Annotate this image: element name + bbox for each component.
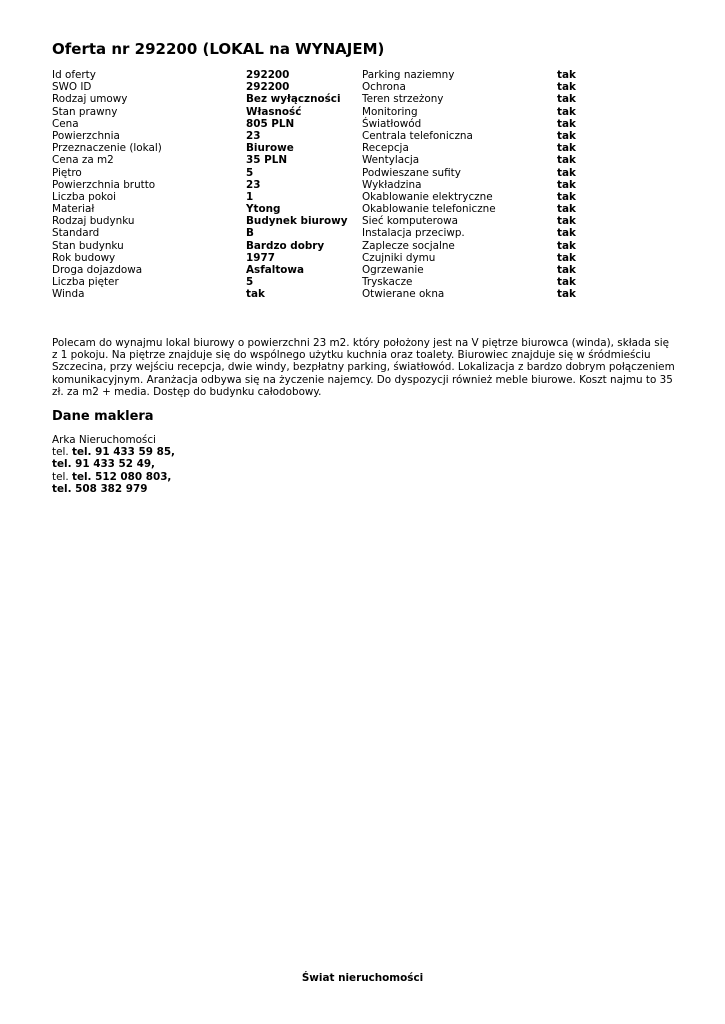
feature-value: tak [557, 276, 576, 289]
detail-row [52, 288, 576, 300]
detail-label: Id oferty [52, 69, 96, 81]
feature-label: Światłowód [362, 117, 422, 130]
feature-value: tak [557, 190, 576, 203]
feature-value: tak [557, 239, 576, 252]
detail-row [52, 130, 576, 142]
broker-phone[interactable]: tel. 508 382 979 [52, 482, 148, 495]
detail-value: 1977 [246, 251, 275, 264]
feature-label: Wykładzina [362, 178, 422, 191]
feature-value: tak [557, 93, 576, 106]
broker-phone[interactable]: tel. 512 080 803, [71, 470, 172, 483]
detail-value: 23 [246, 129, 261, 142]
detail-row [52, 179, 576, 191]
detail-row [52, 118, 576, 130]
feature-value: tak [557, 117, 576, 130]
feature-label: Okablowanie elektryczne [362, 190, 493, 203]
feature-value: tak [557, 288, 576, 301]
feature-label: Ochrona [362, 81, 406, 94]
feature-value: tak [557, 129, 576, 142]
detail-label: Powierzchnia [52, 129, 120, 142]
page-title: Oferta nr 292200 (LOKAL na WYNAJEM) [52, 40, 385, 58]
feature-value: tak [557, 142, 576, 155]
broker-name: Arka Nieruchomości [52, 434, 156, 446]
feature-value: tak [557, 166, 576, 179]
feature-label: Sieć komputerowa [362, 215, 458, 228]
detail-value: B [246, 227, 254, 240]
feature-label: Teren strzeżony [362, 93, 444, 106]
detail-value: 805 PLN [246, 117, 295, 130]
detail-row [52, 264, 576, 276]
detail-row [52, 240, 576, 252]
details-table [52, 69, 576, 301]
detail-label: Winda [52, 288, 85, 301]
feature-label: Monitoring [362, 105, 418, 118]
feature-value: tak [557, 105, 576, 118]
feature-value: tak [557, 203, 576, 216]
detail-label: Cena [52, 117, 79, 130]
feature-label: Tryskacze [362, 276, 413, 289]
detail-row [52, 81, 576, 93]
detail-label: Rodzaj umowy [52, 93, 128, 106]
detail-value: Biurowe [246, 142, 294, 155]
detail-row [52, 106, 576, 118]
feature-value: tak [557, 154, 576, 167]
broker-phone[interactable]: tel. 91 433 59 85, [71, 446, 175, 459]
feature-label: Wentylacja [362, 154, 420, 167]
detail-label: Standard [52, 227, 100, 240]
detail-label: Cena za m2 [52, 154, 114, 167]
detail-label: SWO ID [52, 81, 92, 94]
feature-value: tak [557, 178, 576, 191]
detail-label: Rodzaj budynku [52, 215, 135, 228]
detail-value: Własność [246, 105, 302, 118]
detail-row [52, 191, 576, 203]
detail-value: 292200 [246, 81, 290, 94]
detail-value: tak [246, 288, 265, 301]
feature-label: Recepcja [362, 142, 409, 155]
detail-value: Bardzo dobry [246, 239, 325, 252]
detail-row [52, 215, 576, 227]
detail-row [52, 276, 576, 288]
feature-label: Parking naziemny [362, 69, 455, 81]
feature-value: tak [557, 264, 576, 276]
detail-row [52, 227, 576, 239]
detail-value: Ytong [246, 203, 281, 216]
broker-phone-row [52, 471, 175, 483]
broker-info [52, 434, 175, 495]
detail-value: 23 [246, 178, 261, 191]
detail-value: Bez wyłączności [246, 93, 341, 106]
detail-value: 5 [246, 276, 254, 289]
detail-label: Stan prawny [52, 105, 118, 118]
feature-value: tak [557, 69, 576, 81]
tel-prefix: tel. [52, 470, 69, 483]
feature-label: Zaplecze socjalne [362, 239, 455, 252]
detail-label: Przeznaczenie (lokal) [52, 142, 162, 155]
detail-label: Powierzchnia brutto [52, 178, 156, 191]
detail-row [52, 142, 576, 154]
detail-label: Droga dojazdowa [52, 264, 143, 276]
feature-label: Centrala telefoniczna [362, 129, 473, 142]
detail-row [52, 203, 576, 215]
offer-description: Polecam do wynajmu lokal biurowy o powierzchni 23 m2. który położony jest na V piętrze biurowca (winda), składa się z 1 pokoju. Na piętrze znajduje się do wspólnego użytku kuchnia oraz toalety. Biurowiec znajduje się w śródmieściu Szczecina, przy wejściu recepcja, dwie windy, bezpłatny parking, światłowód. Lokalizacja z bardzo dobrym połączeniem komunikacyjnym. Aranżacja odbywa się na życzenie najemcy. Do dyspozycji również meble biurowe. Koszt najmu to 35 zł. za m2 + media. Dostęp do budynku całodobowy. [52, 337, 675, 398]
feature-label: Podwieszane sufity [362, 166, 461, 179]
detail-label: Liczba pięter [52, 276, 119, 289]
feature-label: Instalacja przeciwp. [362, 227, 465, 240]
detail-label: Rok budowy [52, 251, 116, 264]
detail-value: Budynek biurowy [246, 215, 348, 228]
tel-prefix: tel. [52, 446, 69, 459]
feature-value: tak [557, 81, 576, 94]
footer-brand: Świat nieruchomości [301, 972, 424, 984]
feature-label: Czujniki dymu [362, 251, 436, 264]
detail-label: Stan budynku [52, 239, 124, 252]
detail-row [52, 167, 576, 179]
broker-phone-row [52, 446, 175, 458]
feature-label: Okablowanie telefoniczne [362, 203, 496, 216]
feature-label: Otwierane okna [362, 288, 445, 301]
detail-label: Piętro [52, 166, 82, 179]
detail-value: 292200 [246, 69, 290, 81]
detail-value: 1 [246, 190, 254, 203]
detail-row [52, 154, 576, 166]
detail-label: Liczba pokoi [52, 190, 116, 203]
broker-heading: Dane maklera [52, 409, 154, 424]
feature-value: tak [557, 227, 576, 240]
detail-row [52, 252, 576, 264]
detail-value: 5 [246, 166, 254, 179]
broker-phone[interactable]: tel. 91 433 52 49, [52, 458, 156, 471]
feature-value: tak [557, 215, 576, 228]
detail-label: Materiał [52, 203, 95, 216]
detail-row [52, 69, 576, 81]
detail-value: Asfaltowa [246, 264, 305, 276]
detail-value: 35 PLN [246, 154, 288, 167]
feature-label: Ogrzewanie [362, 264, 424, 276]
detail-row [52, 93, 576, 105]
feature-value: tak [557, 251, 576, 264]
